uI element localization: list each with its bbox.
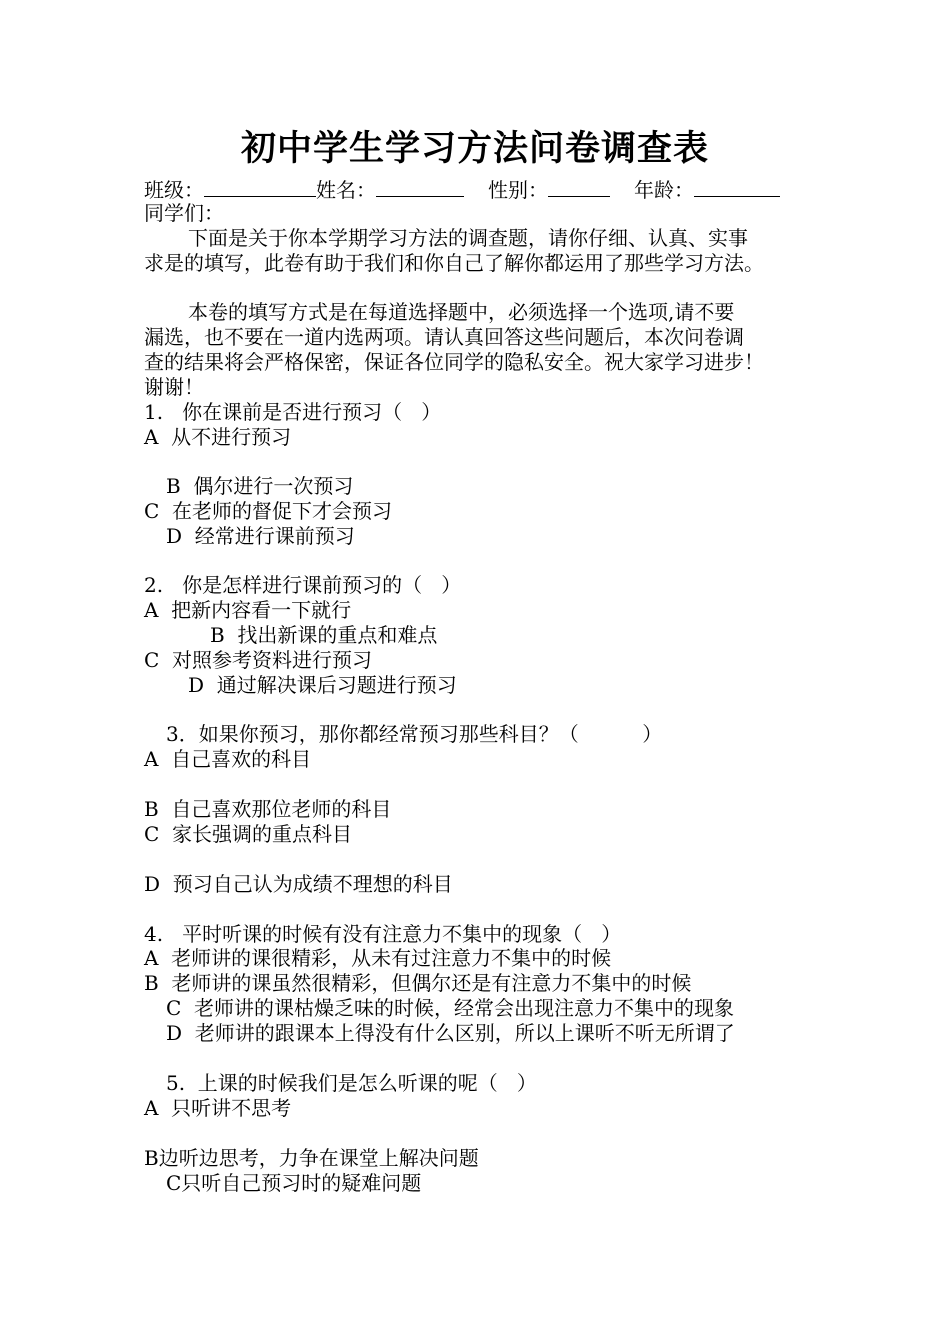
question-option[interactable]: C 在老师的督促下才会预习 [144, 499, 393, 523]
question-option[interactable]: B 找出新课的重点和难点 [210, 623, 438, 647]
question-option[interactable]: A 老师讲的课很精彩，从未有过注意力不集中的时候 [144, 946, 612, 970]
page-title: 初中学生学习方法问卷调查表 [240, 128, 709, 169]
question-option[interactable]: A 从不进行预习 [144, 425, 292, 449]
name-blank[interactable] [376, 176, 464, 197]
question-option[interactable]: C 老师讲的课枯燥乏味的时候，经常会出现注意力不集中的现象 [166, 996, 735, 1020]
greeting: 同学们： [144, 201, 224, 225]
intro-line: 本卷的填写方式是在每道选择题中，必须选择一个选项,请不要 [188, 300, 735, 324]
intro-line: 查的结果将会严格保密，保证各位同学的隐私安全。祝大家学习进步！ [144, 350, 764, 374]
question-option[interactable]: B 老师讲的课虽然很精彩，但偶尔还是有注意力不集中的时候 [144, 971, 692, 995]
question-option[interactable]: A 自己喜欢的科目 [144, 747, 312, 771]
question-stem: 4. 平时听课的时候有没有注意力不集中的现象（ ） [144, 922, 622, 946]
intro-line: 下面是关于你本学期学习方法的调查题，请你仔细、认真、实事 [188, 226, 748, 250]
name-label: 姓名： [316, 178, 376, 202]
intro-line: 谢谢！ [144, 375, 204, 399]
question-option[interactable]: B 偶尔进行一次预习 [166, 474, 354, 498]
question-stem: 5. 上课的时候我们是怎么听课的呢（ ） [166, 1071, 537, 1095]
class-blank[interactable] [204, 176, 316, 197]
class-label: 班级： [144, 178, 204, 202]
age-label: 年龄： [634, 178, 694, 202]
question-stem: 1. 你在课前是否进行预习（ ） [144, 400, 442, 424]
question-option[interactable]: D 预习自己认为成绩不理想的科目 [144, 872, 453, 896]
question-option[interactable]: A 只听讲不思考 [144, 1096, 292, 1120]
question-option[interactable]: D 经常进行课前预习 [166, 524, 355, 548]
question-option[interactable]: C 对照参考资料进行预习 [144, 648, 373, 672]
student-info-row [144, 176, 780, 203]
gender-label: 性别： [488, 178, 548, 202]
intro-line: 求是的填写，此卷有助于我们和你自己了解你都运用了那些学习方法。 [144, 251, 764, 275]
question-option[interactable]: D 老师讲的跟课本上得没有什么区别，所以上课听不听无所谓了 [166, 1021, 735, 1045]
question-option[interactable]: A 把新内容看一下就行 [144, 598, 352, 622]
question-stem: 2. 你是怎样进行课前预习的（ ） [144, 573, 462, 597]
intro-line: 漏选，也不要在一道内选两项。请认真回答这些问题后，本次问卷调 [144, 325, 744, 349]
question-option[interactable]: B边听边思考，力争在课堂上解决问题 [144, 1146, 479, 1170]
gender-blank[interactable] [548, 176, 610, 197]
question-option[interactable]: B 自己喜欢那位老师的科目 [144, 797, 392, 821]
age-blank[interactable] [694, 176, 780, 197]
question-option[interactable]: C只听自己预习时的疑难问题 [166, 1171, 422, 1195]
question-option[interactable]: C 家长强调的重点科目 [144, 822, 353, 846]
question-stem: 3．如果你预习，那你都经常预习那些科目？（ ） [166, 722, 663, 746]
question-option[interactable]: D 通过解决课后习题进行预习 [188, 673, 457, 697]
